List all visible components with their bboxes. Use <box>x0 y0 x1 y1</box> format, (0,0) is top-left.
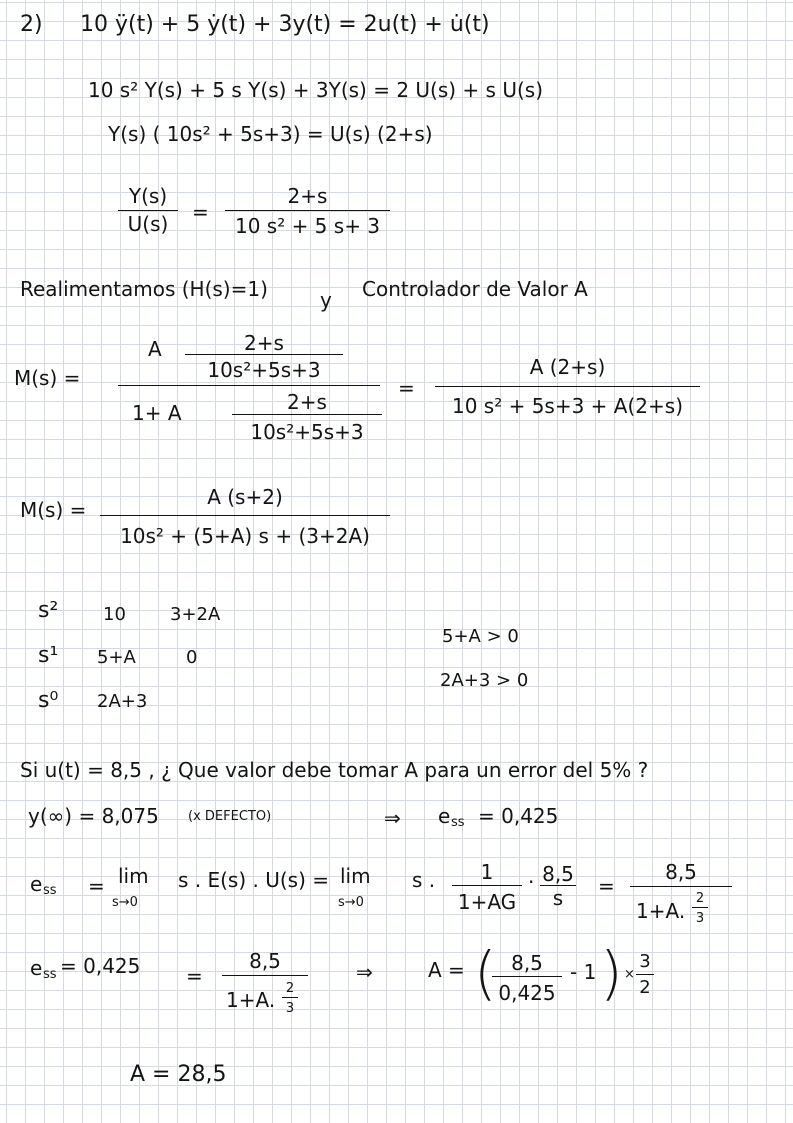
closed-loop2-lhs: M(s) = <box>20 498 87 522</box>
fraction3-numerator: 8,5 <box>665 860 697 884</box>
outer-bottom-inner-bar <box>232 414 382 415</box>
solve-fraction-bar <box>222 975 308 976</box>
solve-equals: = <box>186 964 203 988</box>
a-fraction-numerator: 8,5 <box>511 951 543 975</box>
fraction3-inner-numerator: 2 <box>695 891 705 906</box>
solve-inner-bar <box>282 997 298 998</box>
outer-bottom-numerator: 2+s <box>287 390 327 414</box>
ratio-denominator: 2 <box>639 977 651 998</box>
ratio-bar <box>636 974 654 975</box>
left-paren: ( <box>474 939 497 1007</box>
routh-row-c1: 5+A <box>97 647 136 668</box>
implies-arrow: ⇒ <box>356 960 373 984</box>
error-value: = 0,425 <box>478 804 559 828</box>
times-symbol: × <box>624 967 635 982</box>
problem-number: 2) <box>20 12 43 37</box>
a-fraction-bar <box>492 976 562 977</box>
limit-operator: lim <box>118 864 149 888</box>
question-text: Si u(t) = 8,5 , ¿ Que valor debe tomar A para un error del 5% ? <box>20 758 649 782</box>
controller-text: Controlador de Valor A <box>362 277 588 301</box>
routh-row-power: s⁰ <box>38 688 59 713</box>
closed-loop2-denominator: 10s² + (5+A) s + (3+2A) <box>120 524 370 548</box>
feedback-conjunction: y <box>320 288 332 312</box>
tf-rhs-numerator: 2+s <box>287 184 328 208</box>
outer-main-bar <box>118 385 380 386</box>
solve-inner-denominator: 3 <box>285 1001 295 1016</box>
limit-s-factor: s . <box>412 868 436 892</box>
a-fraction-denominator: 0,425 <box>498 981 556 1005</box>
tf-lhs-numerator: Y(s) <box>128 184 168 208</box>
routh-row-c2: 3+2A <box>170 604 221 625</box>
differential-equation: 10 ÿ(t) + 5 ẏ(t) + 3y(t) = 2u(t) + u̇(t) <box>80 12 490 37</box>
fraction3-bar <box>630 886 732 887</box>
implies-arrow: ⇒ <box>384 806 401 830</box>
solve-inner-numerator: 2 <box>285 981 295 996</box>
minus-one: - 1 <box>570 960 597 984</box>
tf-equals: = <box>192 200 209 224</box>
closed-loop-lhs: M(s) = <box>14 366 81 390</box>
error-subscript: ss <box>451 815 465 830</box>
routh-row-power: s² <box>38 598 59 623</box>
error-subscript: ss <box>43 883 57 898</box>
outer-bottom-denominator: 10s²+5s+3 <box>250 420 364 444</box>
closed-loop-rhs-numerator: A (2+s) <box>529 355 606 379</box>
limit-equals: = <box>88 874 105 898</box>
a-equals: A = <box>428 958 465 982</box>
error-symbol: e <box>30 872 43 896</box>
multiply-dot: · <box>528 870 535 894</box>
closed-loop-equals: = <box>398 376 415 400</box>
tf-rhs-denominator: 10 s² + 5 s+ 3 <box>234 214 381 238</box>
routh-row-c1: 2A+3 <box>97 691 148 712</box>
error-symbol: e <box>438 804 451 828</box>
fraction1-denominator: 1+AG <box>457 890 517 914</box>
fraction1-bar <box>452 885 522 886</box>
solve-denominator-prefix: 1+A. <box>226 988 276 1012</box>
limit-operator: lim <box>340 864 371 888</box>
stability-condition: 2A+3 > 0 <box>440 670 529 691</box>
routh-row-c2: 0 <box>186 647 198 668</box>
feedback-text: Realimentamos (H(s)=1) <box>20 277 268 301</box>
tf-lhs-denominator: U(s) <box>127 212 169 236</box>
closed-loop2-bar <box>100 515 390 516</box>
outer-top-denominator: 10s²+5s+3 <box>207 358 321 382</box>
final-result: A = 28,5 <box>130 1062 227 1087</box>
tf-rhs-fraction-bar <box>225 210 390 211</box>
error-subscript: ss <box>43 967 57 982</box>
error-symbol: e <box>30 956 43 980</box>
laplace-factored-line: Y(s) ( 10s² + 5s+3) = U(s) (2+s) <box>108 122 433 146</box>
closed-loop-rhs-denominator: 10 s² + 5s+3 + A(2+s) <box>451 394 683 418</box>
outer-top-gain: A <box>148 337 162 361</box>
closed-loop-rhs-bar <box>435 386 700 387</box>
outer-bottom-prefix: 1+ A <box>132 401 182 425</box>
fraction3-denominator-prefix: 1+A. <box>636 899 686 923</box>
fraction3-inner-denominator: 3 <box>695 911 705 926</box>
outer-top-inner-bar <box>185 354 343 355</box>
error-value: = 0,425 <box>60 954 141 978</box>
fraction2-denominator: s <box>552 886 564 910</box>
laplace-transform-line: 10 s² Y(s) + 5 s Y(s) + 3Y(s) = 2 U(s) + s U(s) <box>88 78 543 102</box>
closed-loop2-numerator: A (s+2) <box>207 485 283 509</box>
stability-condition: 5+A > 0 <box>442 626 519 647</box>
limit-subscript: s→0 <box>338 895 364 910</box>
limit-expression: s . E(s) . U(s) = <box>178 868 330 892</box>
limit-subscript: s→0 <box>112 895 138 910</box>
fraction3-inner-bar <box>692 907 708 908</box>
defect-note: (x DEFECTO) <box>188 809 272 824</box>
ratio-numerator: 3 <box>639 951 651 972</box>
right-paren: ) <box>600 939 623 1007</box>
limit-equals2: = <box>598 874 615 898</box>
fraction1-numerator: 1 <box>480 860 494 884</box>
tf-lhs-fraction-bar <box>118 210 178 211</box>
routh-row-power: s¹ <box>38 643 59 668</box>
routh-row-c1: 10 <box>103 604 126 625</box>
fraction2-numerator: 8,5 <box>542 862 574 886</box>
outer-top-numerator: 2+s <box>244 331 284 355</box>
solve-fraction-numerator: 8,5 <box>249 949 281 973</box>
steady-state-output: y(∞) = 8,075 <box>28 804 159 828</box>
